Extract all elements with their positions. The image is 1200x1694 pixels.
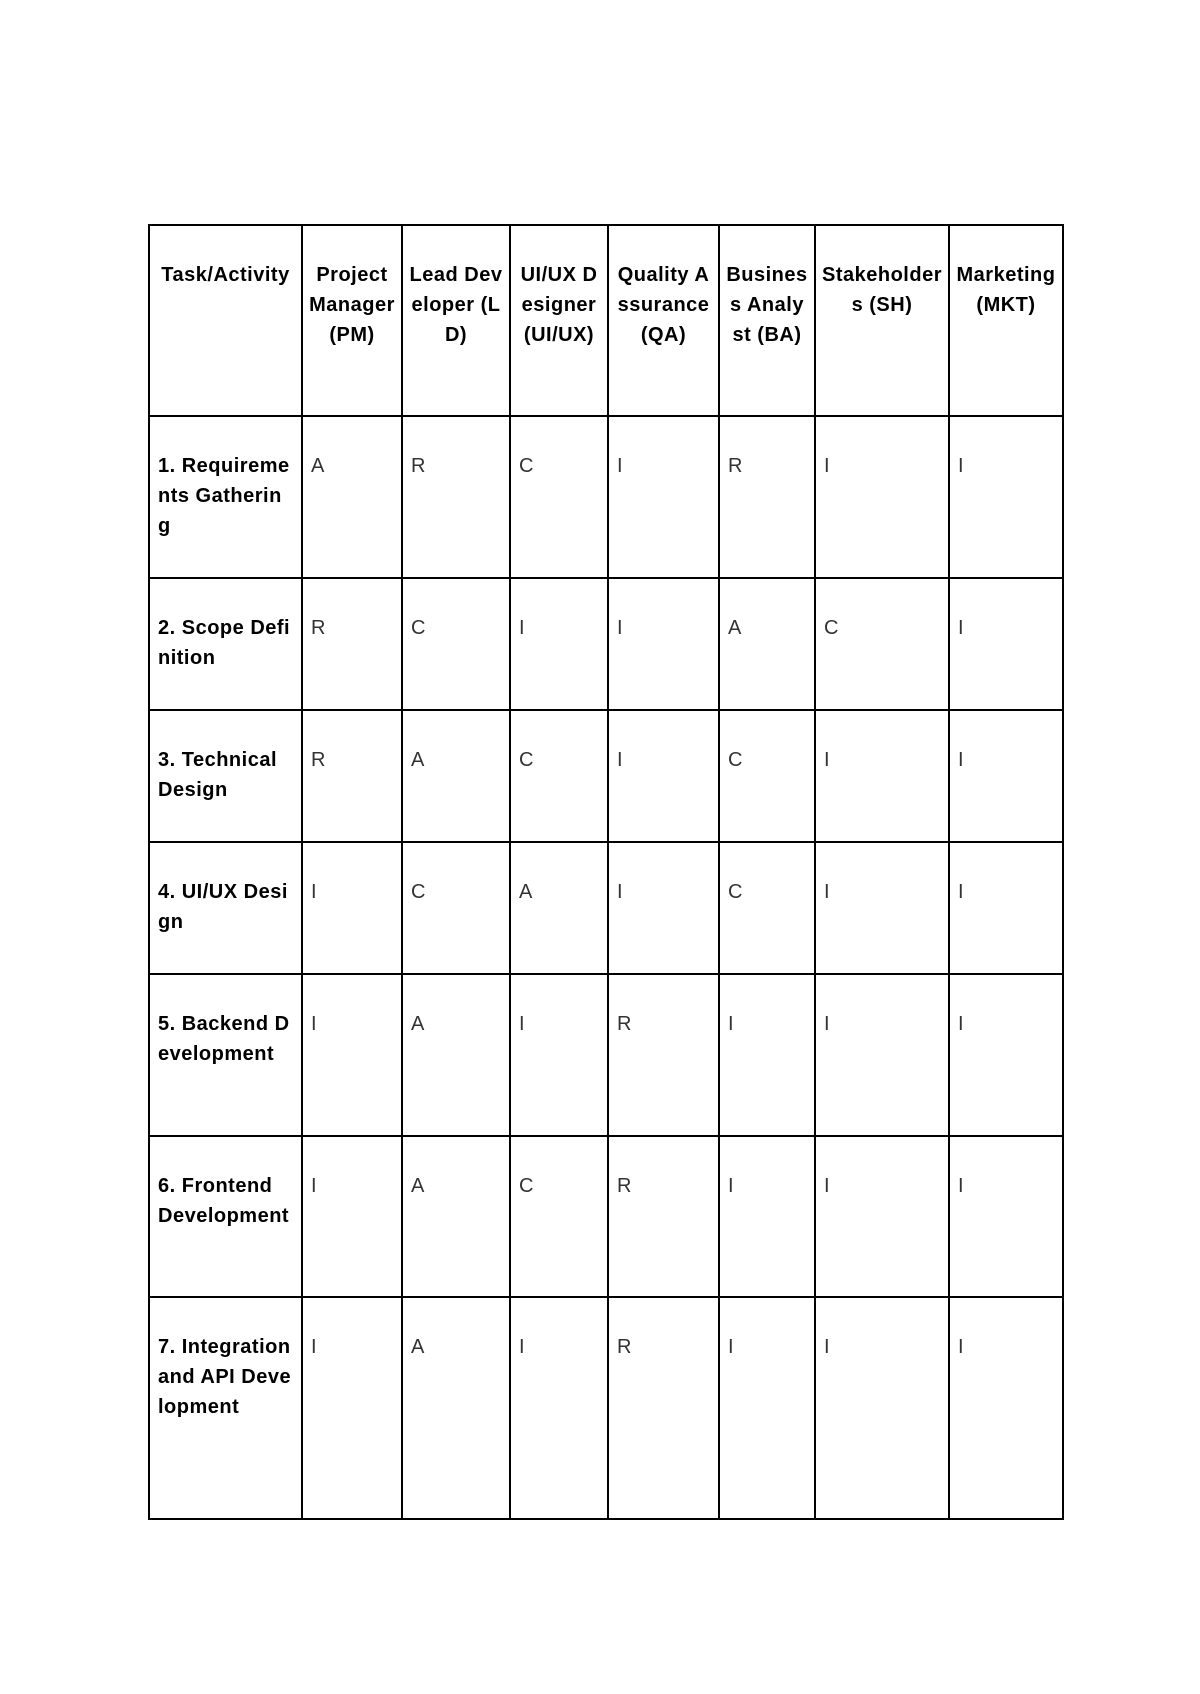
raci-cell-qa: I [608,416,719,578]
task-cell: 1. Requirements Gathering [149,416,302,578]
raci-cell-mkt: I [949,1297,1063,1519]
raci-cell-pm: I [302,842,402,974]
raci-cell-ba: I [719,974,815,1136]
raci-cell-qa: I [608,578,719,710]
raci-cell-ld: C [402,842,510,974]
header-task-activity: Task/Activity [149,225,302,416]
header-quality-assurance: Quality Assurance (QA) [608,225,719,416]
task-cell: 4. UI/UX Design [149,842,302,974]
raci-cell-sh: I [815,1297,949,1519]
header-stakeholders: Stakeholders (SH) [815,225,949,416]
header-business-analyst: Business Analyst (BA) [719,225,815,416]
raci-cell-sh: I [815,974,949,1136]
raci-cell-ba: I [719,1136,815,1297]
raci-cell-qa: I [608,842,719,974]
raci-cell-sh: I [815,710,949,842]
task-cell: 2. Scope Definition [149,578,302,710]
raci-cell-uiux: C [510,416,608,578]
raci-cell-qa: R [608,1136,719,1297]
raci-cell-pm: I [302,1297,402,1519]
task-cell: 3. Technical Design [149,710,302,842]
raci-cell-sh: I [815,416,949,578]
raci-cell-ba: C [719,842,815,974]
task-cell: 6. Frontend Development [149,1136,302,1297]
raci-cell-sh: I [815,842,949,974]
raci-cell-ba: R [719,416,815,578]
raci-cell-ba: C [719,710,815,842]
raci-cell-sh: C [815,578,949,710]
raci-cell-uiux: C [510,710,608,842]
header-marketing: Marketing (MKT) [949,225,1063,416]
raci-cell-ba: A [719,578,815,710]
raci-cell-ld: R [402,416,510,578]
table-row [149,710,1063,842]
raci-cell-pm: R [302,578,402,710]
raci-cell-uiux: I [510,578,608,710]
raci-cell-ld: A [402,1297,510,1519]
raci-cell-mkt: I [949,1136,1063,1297]
raci-cell-ld: A [402,974,510,1136]
raci-cell-uiux: I [510,974,608,1136]
task-cell: 5. Backend Development [149,974,302,1136]
table-row [149,1297,1063,1519]
table-row [149,842,1063,974]
raci-cell-pm: I [302,974,402,1136]
raci-cell-ld: C [402,578,510,710]
table-row [149,1136,1063,1297]
header-lead-developer: Lead Developer (LD) [402,225,510,416]
raci-cell-uiux: C [510,1136,608,1297]
raci-cell-pm: A [302,416,402,578]
table-row [149,416,1063,578]
raci-cell-qa: I [608,710,719,842]
raci-cell-ld: A [402,710,510,842]
raci-cell-pm: I [302,1136,402,1297]
raci-cell-mkt: I [949,710,1063,842]
raci-cell-ba: I [719,1297,815,1519]
raci-cell-ld: A [402,1136,510,1297]
table-row [149,578,1063,710]
raci-cell-uiux: I [510,1297,608,1519]
raci-cell-qa: R [608,1297,719,1519]
raci-cell-mkt: I [949,974,1063,1136]
raci-matrix-table [148,224,1064,1520]
raci-cell-sh: I [815,1136,949,1297]
raci-cell-uiux: A [510,842,608,974]
table-header-row [149,225,1063,416]
table-row [149,974,1063,1136]
raci-cell-mkt: I [949,578,1063,710]
task-cell: 7. Integration and API Development [149,1297,302,1519]
raci-cell-qa: R [608,974,719,1136]
header-project-manager: Project Manager (PM) [302,225,402,416]
header-ui-ux-designer: UI/UX Designer (UI/UX) [510,225,608,416]
raci-cell-pm: R [302,710,402,842]
raci-cell-mkt: I [949,842,1063,974]
raci-cell-mkt: I [949,416,1063,578]
